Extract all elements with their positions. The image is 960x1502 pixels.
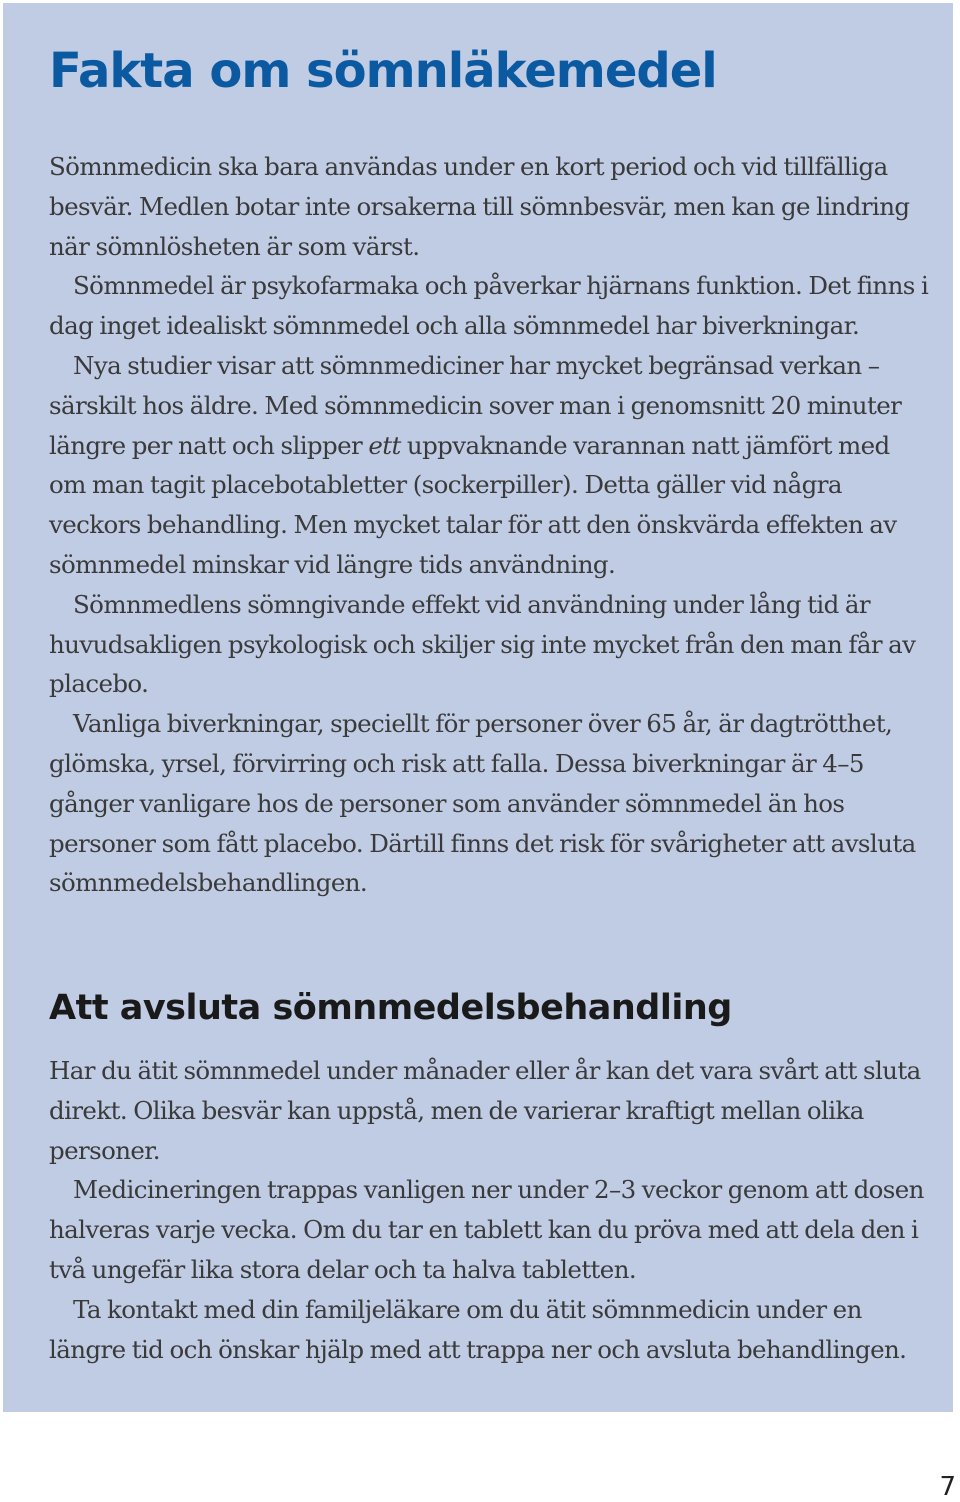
page-number: 7 — [939, 1472, 956, 1502]
section-heading: Att avsluta sömnmedelsbehandling — [49, 988, 732, 1028]
section-facts-body — [49, 147, 929, 903]
emphasis: ett — [368, 430, 401, 460]
paragraph: Ta kontakt med din familjeläkare om du ätit sömnmedicin under en längre tid och önskar hjälp med att trappa ner och avsluta behandlingen. — [49, 1294, 907, 1364]
paragraph-text: uppvaknande varannan natt jämfört med om man tagit placebotabletter (sockerpiller). Detta gäller vid några veckors behandling. Men mycket talar för att den önskvärda effekten av sömnmedel minskar vid längre tids användning. — [49, 430, 897, 579]
paragraph: Vanliga biverkningar, speciellt för personer över 65 år, är dagtrötthet, glömska, yrsel, förvirring och risk att falla. Dessa biverkningar är 4–5 gånger vanligare hos de personer som använder sömnmedel än hos personer som fått placebo. Därtill finns det risk för svårigheter att avsluta sömnmedelsbehandlingen. — [49, 709, 916, 898]
paragraph-text: Nya studier visar att sömnmediciner har mycket begränsad verkan – särskilt hos äldre. Med sömnmedicin sover man i genomsnitt 20 minuter längre per natt och slipper — [49, 350, 902, 460]
section-ending-body — [49, 1051, 929, 1369]
paragraph: Sömnmedlens sömngivande effekt vid användning under lång tid är huvudsakligen psykologisk och skiljer sig inte mycket från den man får av placebo. — [49, 589, 916, 699]
fact-box — [3, 3, 953, 1412]
paragraph: Sömnmedel är psykofarmaka och påverkar hjärnans funktion. Det finns i dag inget idealiskt sömnmedel och alla sömnmedel har biverkningar. — [49, 271, 929, 341]
paragraph: Har du ätit sömnmedel under månader eller år kan det vara svårt att sluta direkt. Olika besvär kan uppstå, men de varierar kraftigt mellan olika personer. — [49, 1056, 921, 1165]
paragraph — [49, 346, 929, 585]
page-title: Fakta om sömnläkemedel — [49, 43, 717, 99]
paragraph: Medicineringen trappas vanligen ner under 2–3 veckor genom att dosen halveras varje vecka. Om du tar en tablett kan du pröva med att dela den i två ungefär lika stora delar och ta halva tabletten. — [49, 1175, 924, 1284]
paragraph: Sömnmedicin ska bara användas under en kort period och vid tillfälliga besvär. Medlen botar inte orsakerna till sömnbesvär, men kan ge lindring när sömnlösheten är som värst. — [49, 152, 910, 261]
